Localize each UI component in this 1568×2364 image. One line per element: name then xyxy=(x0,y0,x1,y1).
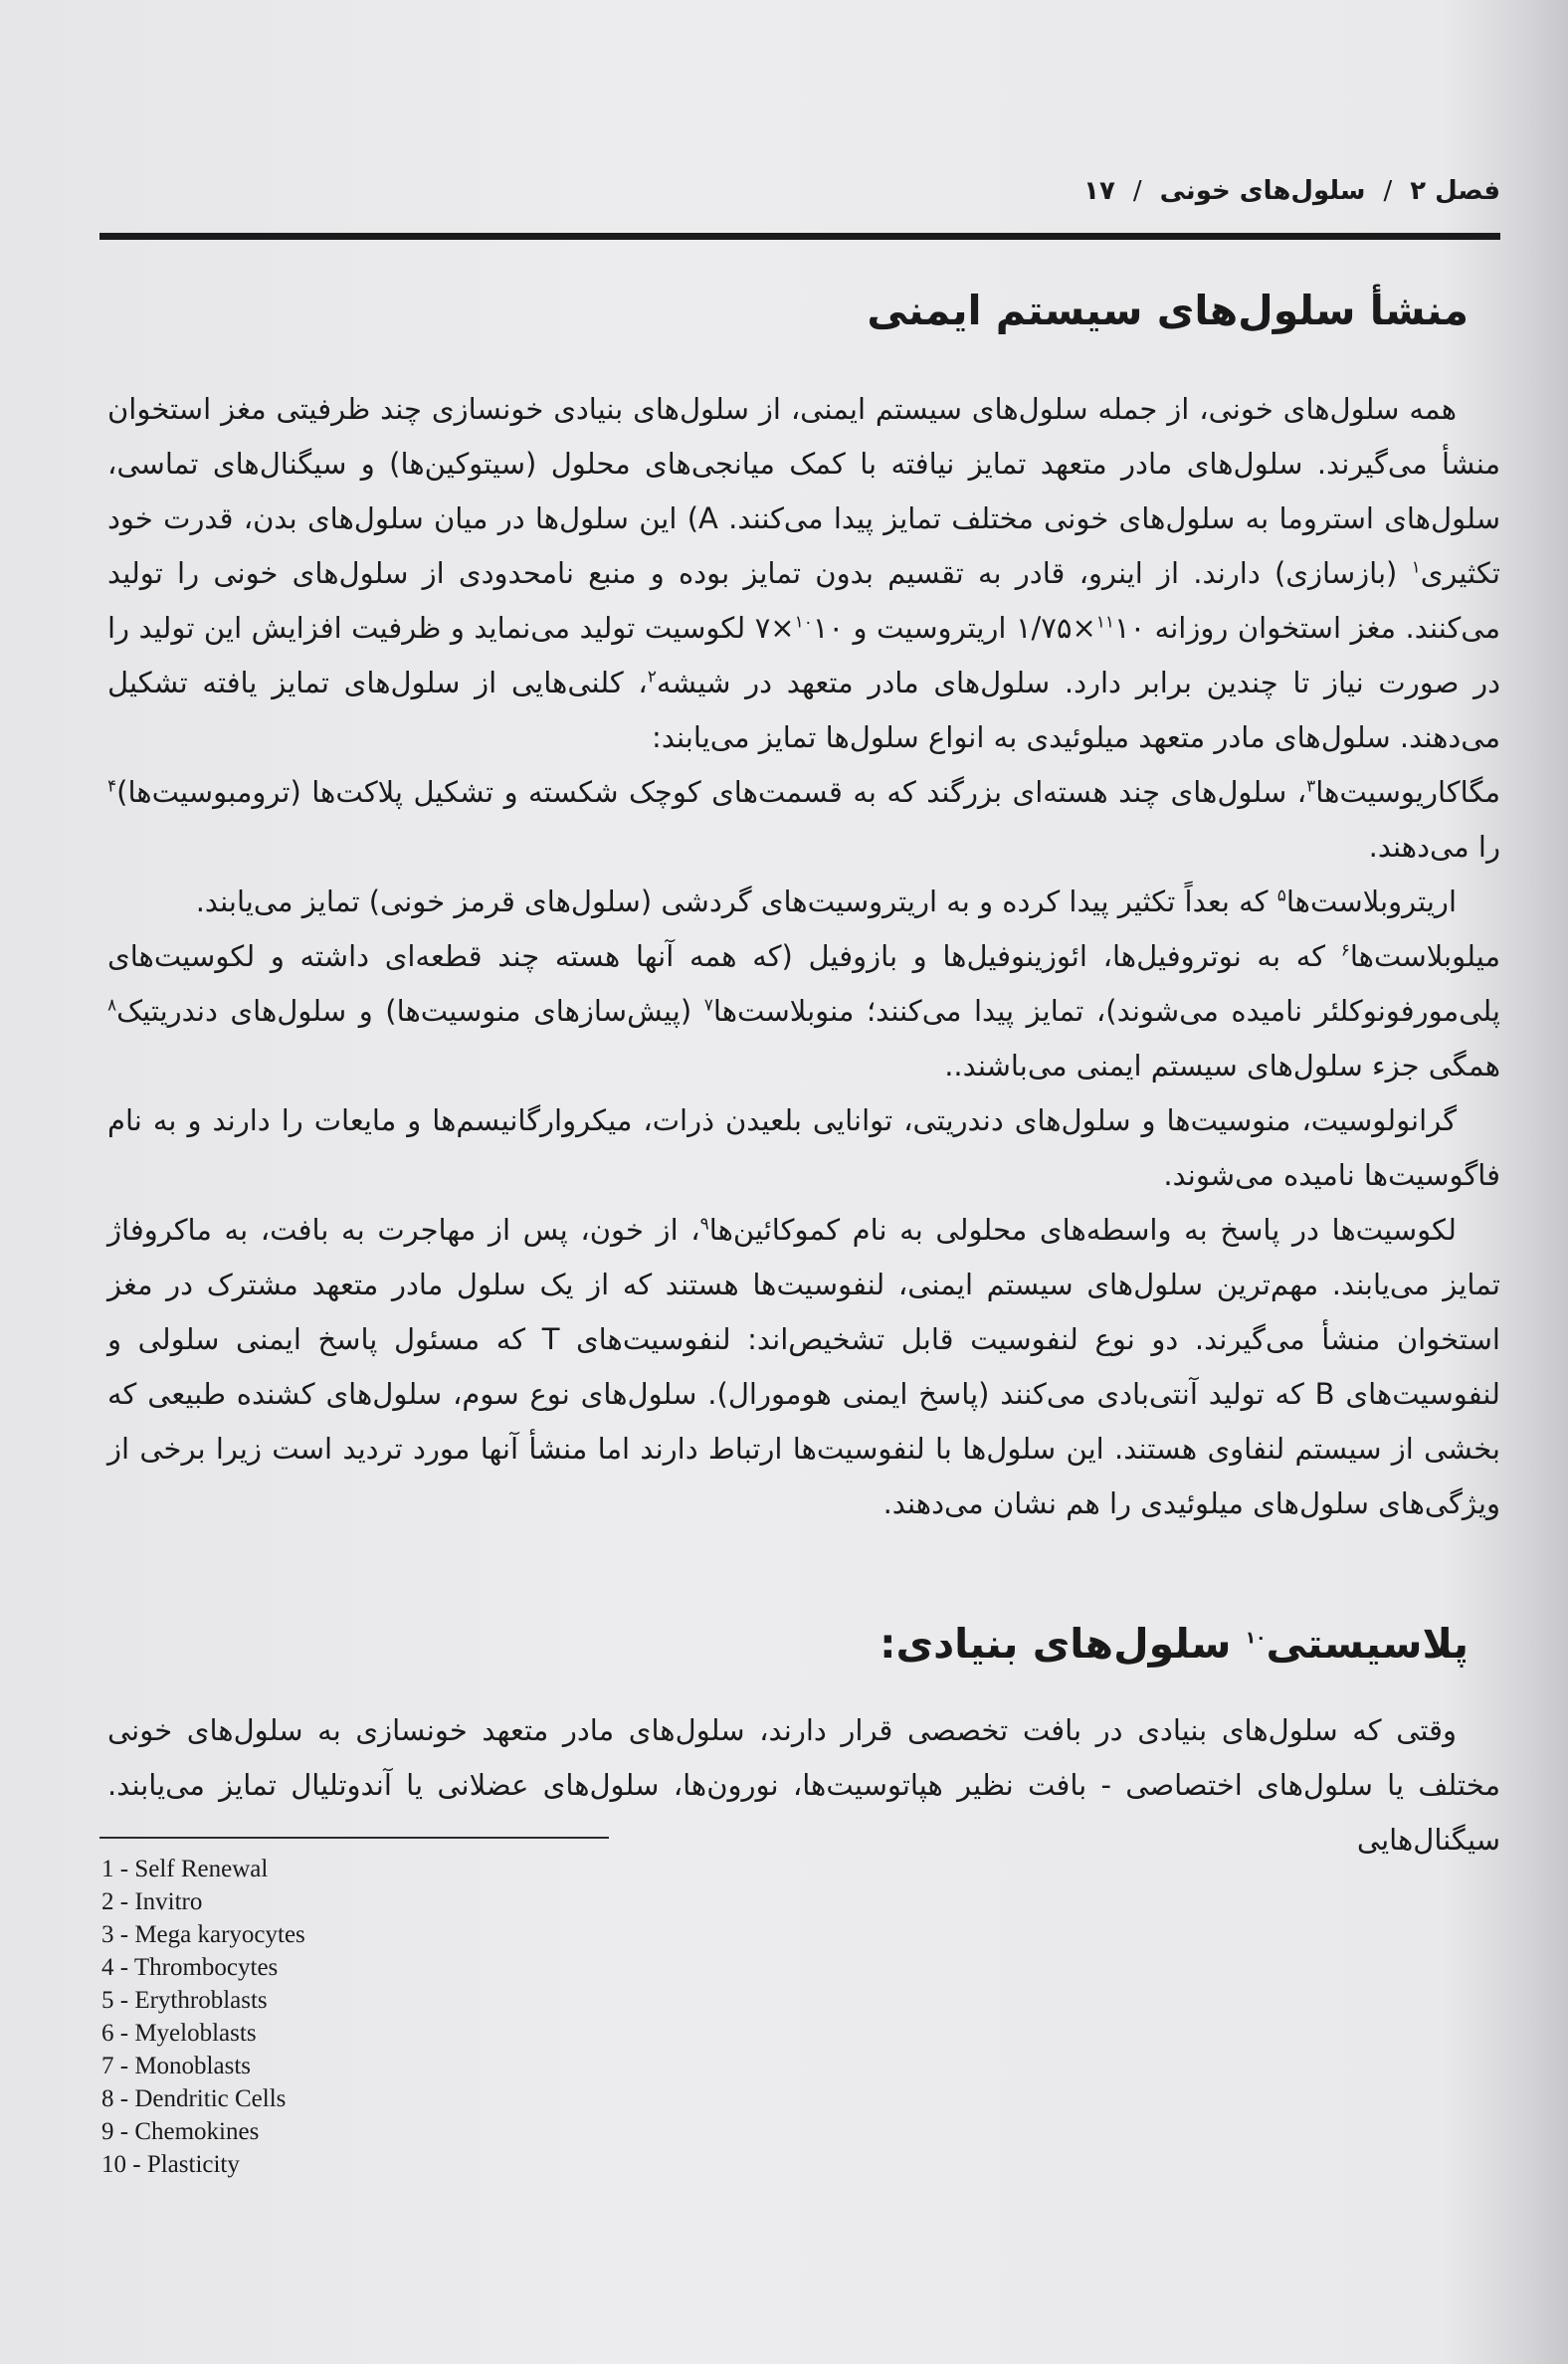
header-separator: / xyxy=(1383,176,1393,206)
footnote-ref: ۱۰ xyxy=(1245,1628,1267,1649)
footnote-ref: ۸ xyxy=(107,995,117,1016)
footnote: 2 - Invitro xyxy=(101,1888,203,1915)
header-rule xyxy=(99,233,1500,240)
footnote-ref: ۱ xyxy=(1411,557,1421,578)
footnote-ref: ۳ xyxy=(1306,776,1316,797)
paragraph: وقتی که سلول‌های بنیادی در بافت تخصصی قرار دارند، سلول‌های مادر متعهد خونسازی به سلول‌های خونی مختلف یا سلول‌های اختصاصی - بافت نظیر هپاتوسیت‌ها، نورون‌ها، سلول‌های عضلانی یا آندوتلیال تمایز می‌یابند. سیگنال‌هایی xyxy=(107,1713,1500,1857)
footnote-ref: ۹ xyxy=(699,1214,709,1235)
paragraph: میلوبلاست‌ها$^۶$ که به نوتروفیل‌ها، ائوزینوفیل‌ها و بازوفیل (که همه آنها هسته چند قطعه‌ای داشته و لکوسیت‌های پلی‌مورفونوکلئر نامیده می‌شوند)، تمایز پیدا می‌کنند؛ منوبلاست‌ها$^۷$ (پیش‌سازهای منوسیت‌ها) و سلول‌های دندریتیک$^۸$ همگی جزء سلول‌های سیستم ایمنی می‌باشند.. xyxy=(107,939,1500,1083)
paragraph: لکوسیت‌ها در پاسخ به واسطه‌های محلولی به نام کموکائین‌ها$^۹$، از خون، پس از مهاجرت به بافت، به ماکروفاژ تمایز می‌یابند. مهم‌ترین سلول‌های سیستم ایمنی، لنفوسیت‌ها هستند که از یک سلول مادر متعهد مشترک در مغز استخوان منشأ می‌گیرند. دو نوع لنفوسیت قابل تشخیص‌اند: لنفوسیت‌های T که مسئول پاسخ ایمنی سلولی و لنفوسیت‌های B که تولید آنتی‌بادی می‌کنند (پاسخ ایمنی هومورال). سلول‌های نوع سوم، سلول‌های کشنده طبیعی که بخشی از سیستم لنفاوی هستند. این سلول‌ها با لنفوسیت‌ها ارتباط دارند اما منشأ آنها مورد تردید است زیرا برخی از ویژگی‌های سلول‌های میلوئیدی را هم نشان می‌دهند. xyxy=(107,1213,1501,1520)
paragraph: گرانولوسیت، منوسیت‌ها و سلول‌های دندریتی، توانایی بلعیدن ذرات، میکروارگانیسم‌ها و مایعات را دارند و به نام فاگوسیت‌ها نامیده می‌شوند. xyxy=(107,1103,1500,1192)
footnote: 4 - Thrombocytes xyxy=(101,1954,279,1981)
footnote-ref: ۵ xyxy=(1276,886,1286,906)
paragraph: همه سلول‌های خونی، از جمله سلول‌های سیستم ایمنی، از سلول‌های بنیادی خونسازی چند ظرفیتی مغز استخوان منشأ می‌گیرند. سلول‌های مادر متعهد تمایز نیافته با کمک میانجی‌های محلول (سیتوکین‌ها) و سیگنال‌های تماسی، سلول‌های استروما به سلول‌های خونی مختلف تمایز پیدا می‌کنند. A) این سلول‌ها در میان سلول‌های بدن، قدرت خود تکثیری$^۱$ (بازسازی) دارند. از اینرو، قادر به تقسیم بدون تمایز بوده و منبع نامحدودی از سلول‌های خونی را تولید می‌کنند. مغز استخوان روزانه $^{۱۱}$۱۰×۱/۷۵ اریتروسیت و $^{۱۰}$۱۰×۷ لکوسیت تولید می‌نماید و ظرفیت افزایش این تولید را در صورت نیاز تا چندین برابر دارد. سلول‌های مادر متعهد در شیشه$^۲$، کلنی‌هایی از سلول‌های تمایز یافته تشکیل می‌دهند. سلول‌های مادر متعهد میلوئیدی به انواع سلول‌ها تمایز می‌یابند: xyxy=(107,392,1501,754)
footnote: 5 - Erythroblasts xyxy=(101,1987,268,2014)
footnote-ref: ۲ xyxy=(647,667,657,688)
section-title-plasticity: پلاسیستی$^{۱۰}$ سلول‌های بنیادی: xyxy=(880,1620,1469,1668)
exponent: ۱۱ xyxy=(1095,612,1115,633)
chapter-title: سلول‌های خونی xyxy=(1159,176,1366,206)
exponent: ۱۰ xyxy=(794,612,813,633)
footnote-ref: ۶ xyxy=(1340,940,1350,961)
page-number: ۱۷ xyxy=(1083,176,1115,206)
header-separator: / xyxy=(1132,176,1142,206)
paragraph: مگاکاریوسیت‌ها$^۳$، سلول‌های چند هسته‌ای بزرگند که به قسمت‌های کوچک شکسته و تشکیل پلاکت‌ها (ترومبوسیت‌ها)$^۴$ را می‌دهند. xyxy=(107,775,1500,864)
footnote: 6 - Myeloblasts xyxy=(101,2020,257,2047)
section-title-origin: منشأ سلول‌های سیستم ایمنی xyxy=(867,287,1469,334)
running-header xyxy=(99,171,1500,211)
footnote-ref: ۷ xyxy=(703,995,713,1016)
footnote-ref: ۴ xyxy=(107,776,117,797)
footnote: 1 - Self Renewal xyxy=(101,1856,269,1882)
footnote-rule xyxy=(99,1837,609,1839)
chapter-label: فصل ۲ xyxy=(1410,176,1500,206)
section-body-origin xyxy=(107,382,1500,1531)
footnote: 3 - Mega karyocytes xyxy=(101,1921,305,1948)
footnote: 9 - Chemokines xyxy=(101,2118,260,2145)
footnote: 8 - Dendritic Cells xyxy=(101,2085,287,2112)
footnotes xyxy=(101,1853,305,2181)
footnote: 10 - Plasticity xyxy=(101,2151,240,2178)
section-body-plasticity xyxy=(107,1703,1500,1868)
footnote: 7 - Monoblasts xyxy=(101,2053,251,2079)
paragraph: اریتروبلاست‌ها$^۵$ که بعداً تکثیر پیدا کرده و به اریتروسیت‌های گردشی (سلول‌های قرمز خونی) تمایز می‌یابند. xyxy=(195,885,1457,918)
